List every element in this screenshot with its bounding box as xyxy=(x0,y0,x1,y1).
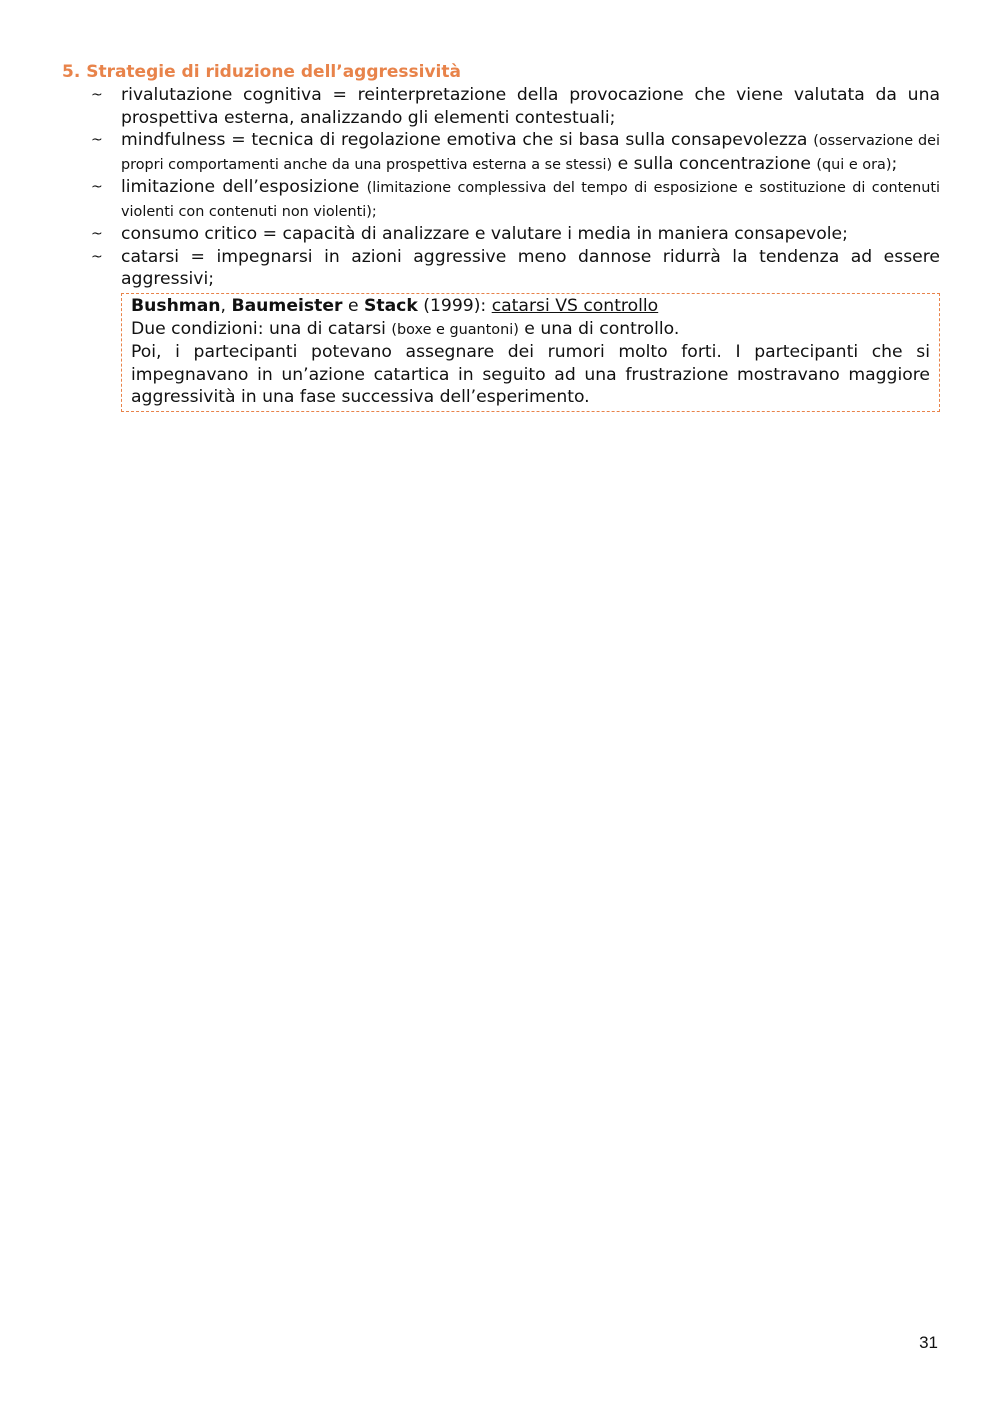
item-text: mindfulness = tecnica di regolazione emotiva che si basa sulla consapevolezza xyxy=(121,130,808,150)
study-year: (1999): xyxy=(423,296,487,316)
item-text: ; xyxy=(891,153,898,174)
item-note: (limitazione complessiva del tempo di esposizione e sostituzione di contenuti violenti con contenuti non violenti); xyxy=(121,180,941,220)
bullet-tilde: ~ xyxy=(91,179,103,195)
page-number: 31 xyxy=(919,1333,938,1352)
conditions-text: e una di controllo. xyxy=(524,318,680,339)
author-name: Bushman xyxy=(131,296,221,316)
separator: e xyxy=(347,296,359,316)
item-note: (qui e ora) xyxy=(816,156,892,173)
item-note: (osservazione dei propri comportamenti anche da una prospettiva esterna a se stessi) xyxy=(121,133,940,173)
conditions-note: (boxe e guantoni) xyxy=(391,321,519,338)
study-citation xyxy=(131,295,930,318)
list-item xyxy=(62,84,940,129)
bullet-tilde: ~ xyxy=(91,132,103,148)
section-heading: 5. Strategie di riduzione dell’aggressività xyxy=(62,62,461,82)
item-text: catarsi = impegnarsi in azioni aggressive meno dannose ridurrà la tendenza ad essere aggressivi; xyxy=(121,246,940,289)
separator: , xyxy=(220,296,227,316)
list-item xyxy=(62,129,940,176)
item-text: rivalutazione cognitiva = reinterpretazione della provocazione che viene valutata da una prospettiva esterna, analizzando gli elementi contestuali; xyxy=(121,85,940,128)
list-item xyxy=(62,246,940,291)
bullet-tilde: ~ xyxy=(91,248,103,265)
study-box xyxy=(121,293,940,412)
item-text: limitazione dell’esposizione xyxy=(121,177,360,197)
item-text: consumo critico = capacità di analizzare e valutare i media in maniera consapevole; xyxy=(121,224,848,244)
author-name: Baumeister xyxy=(231,296,343,316)
list-item xyxy=(62,223,940,246)
strategy-list xyxy=(62,84,940,291)
study-topic: catarsi VS controllo xyxy=(491,296,659,316)
study-conditions xyxy=(131,318,930,342)
list-item xyxy=(62,176,940,223)
bullet-tilde: ~ xyxy=(91,226,103,242)
item-text: e sulla concentrazione xyxy=(617,153,811,174)
author-name: Stack xyxy=(363,296,418,316)
study-description: Poi, i partecipanti potevano assegnare dei rumori molto forti. I partecipanti che si impegnavano in un’azione catartica in seguito ad una frustrazione mostravano maggiore aggressività in una fase successiva dell’esperimento. xyxy=(131,342,930,407)
bullet-tilde: ~ xyxy=(91,87,103,103)
conditions-text: Due condizioni: una di catarsi xyxy=(131,318,386,339)
